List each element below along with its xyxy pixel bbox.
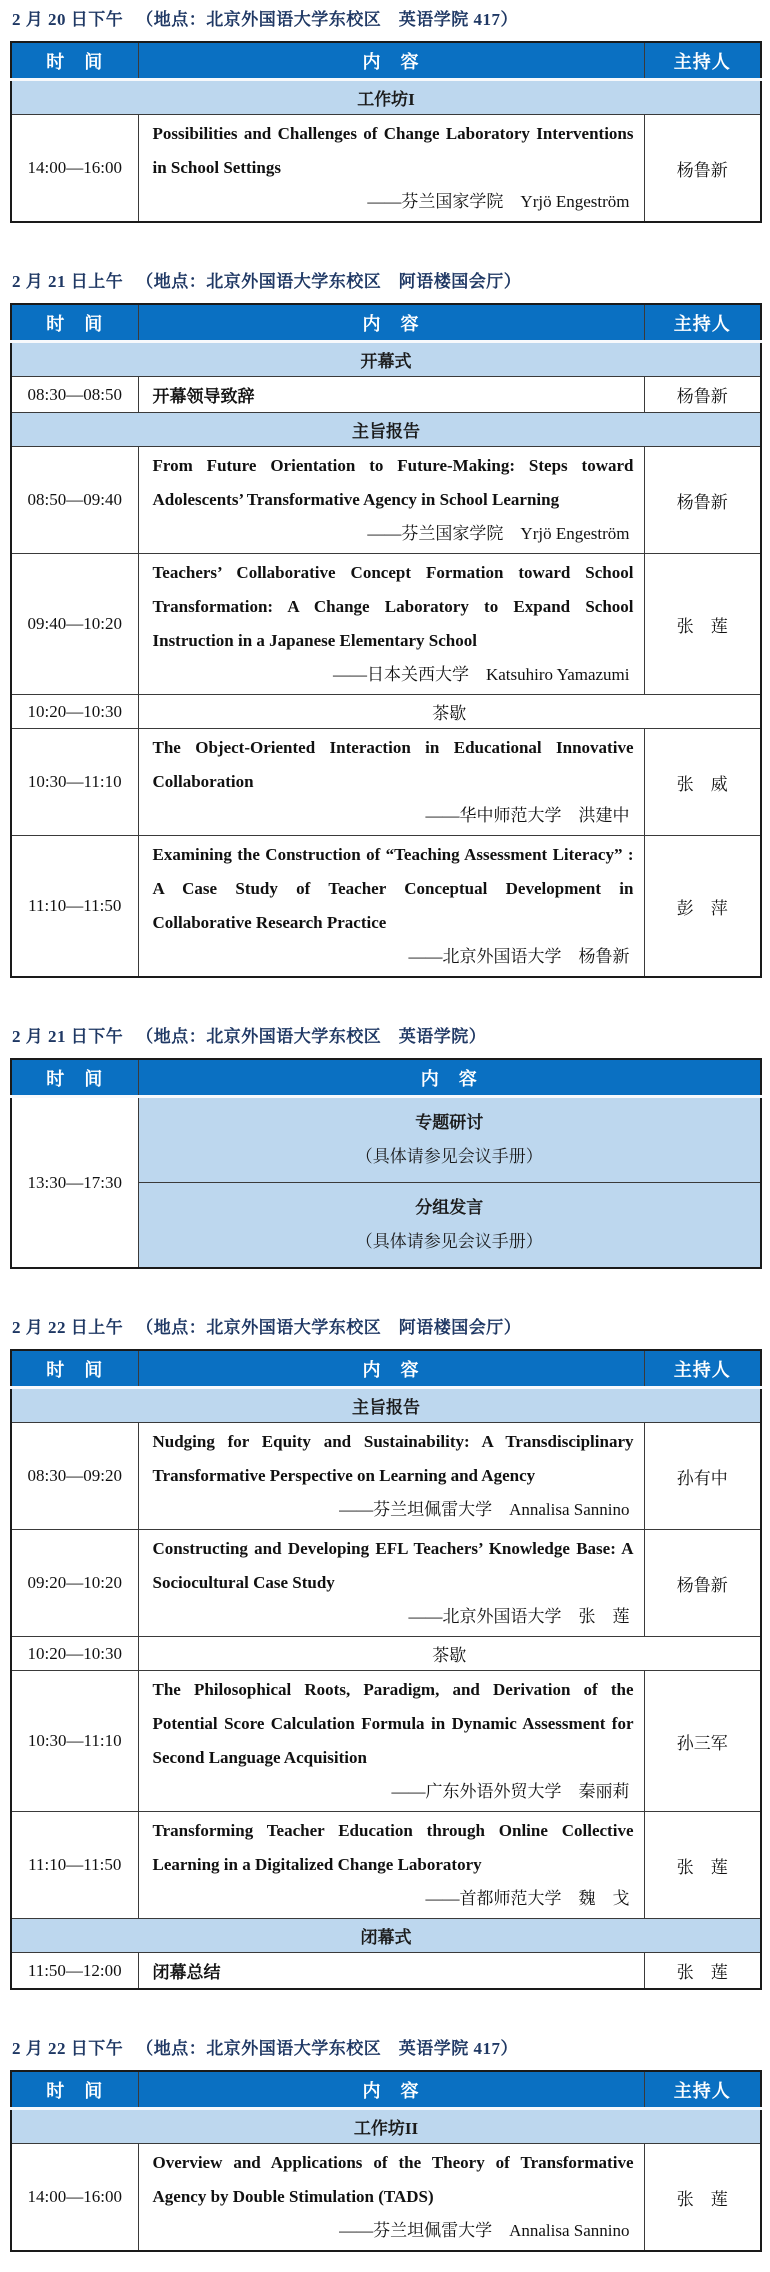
content-cell	[138, 1097, 761, 1183]
column-header-time: 时 间	[11, 1059, 138, 1097]
time-cell: 11:50—12:00	[11, 1953, 138, 1990]
talk-attribution: ——日本关西大学 Katsuhiro Yamazumi	[332, 665, 630, 684]
session-title: 分组发言	[415, 1198, 484, 1217]
column-header-time: 时 间	[11, 42, 138, 80]
session-title: 专题研讨	[415, 1113, 484, 1132]
section-location: （地点：北京外国语大学东校区 阿语楼国会厅）	[136, 272, 522, 291]
session-note: （具体请参见会议手册）	[355, 1147, 543, 1166]
host-cell: 杨鲁新	[644, 447, 761, 554]
host-cell: 张 莲	[644, 1812, 761, 1919]
section-date: 2 月 21 日上午	[12, 272, 124, 291]
table-row	[11, 554, 761, 695]
table-header-row	[11, 304, 761, 342]
time-cell: 14:00—16:00	[11, 115, 138, 223]
section-location: （地点：北京外国语大学东校区 英语学院 417）	[136, 10, 518, 29]
table-row	[11, 1953, 761, 1990]
column-header-host: 主持人	[644, 304, 761, 342]
section-location: （地点：北京外国语大学东校区 英语学院）	[136, 1027, 487, 1046]
table-row	[11, 836, 761, 978]
column-header-host: 主持人	[644, 42, 761, 80]
section-location: （地点：北京外国语大学东校区 阿语楼国会厅）	[136, 1318, 522, 1337]
talk-title: The Object-Oriented Interaction in Educational Innovative Collaboration	[152, 738, 634, 791]
time-cell: 10:30—11:10	[11, 1671, 138, 1812]
column-header-host: 主持人	[644, 2071, 761, 2109]
table-row	[11, 80, 761, 115]
column-header-content: 内 容	[138, 1350, 644, 1388]
table-header-row	[11, 42, 761, 80]
content-cell	[138, 2144, 644, 2252]
section-heading	[12, 1022, 762, 1047]
schedule-table	[10, 2070, 762, 2252]
content-cell	[138, 729, 644, 836]
time-cell: 08:30—08:50	[11, 377, 138, 413]
break-label: 茶歇	[138, 1637, 761, 1671]
talk-attribution: ——芬兰坦佩雷大学 Annalisa Sannino	[339, 1500, 630, 1519]
column-header-content: 内 容	[138, 304, 644, 342]
column-header-content: 内 容	[138, 1059, 761, 1097]
table-row	[11, 377, 761, 413]
talk-attribution: ——首都师范大学 魏 戈	[425, 1889, 630, 1908]
table-header-row	[11, 1059, 761, 1097]
time-cell: 10:20—10:30	[11, 695, 138, 729]
section-heading	[12, 2034, 762, 2059]
section-heading	[12, 1313, 762, 1338]
section-heading	[12, 267, 762, 292]
talk-title: Overview and Applications of the Theory of Transformative Agency by Double Stimulation (TADS)	[152, 2153, 634, 2206]
talk-title: Nudging for Equity and Sustainability: A Transdisciplinary Transformative Perspective on Learning and Agency	[152, 1432, 634, 1485]
column-header-host: 主持人	[644, 1350, 761, 1388]
table-row	[11, 695, 761, 729]
table-row	[11, 1530, 761, 1637]
section-feb22-am	[10, 1313, 762, 1990]
host-cell: 孙有中	[644, 1423, 761, 1530]
column-header-time: 时 间	[11, 2071, 138, 2109]
table-row	[11, 1637, 761, 1671]
table-row	[11, 115, 761, 223]
column-header-content: 内 容	[138, 2071, 644, 2109]
section-feb21-am	[10, 267, 762, 978]
session-note: （具体请参见会议手册）	[355, 1232, 543, 1251]
table-row	[11, 1388, 761, 1423]
host-cell: 孙三军	[644, 1671, 761, 1812]
talk-title: Teachers’ Collaborative Concept Formation toward School Transformation: A Change Laboratory to Expand School Instruction in a Japanese Elementary School	[152, 563, 634, 650]
content-cell	[138, 554, 644, 695]
band-label: 工作坊II	[11, 2109, 761, 2144]
time-cell: 13:30—17:30	[11, 1097, 138, 1269]
section-date: 2 月 22 日下午	[12, 2039, 124, 2058]
talk-attribution: ——芬兰国家学院 Yrjö Engeström	[367, 524, 630, 543]
table-row	[11, 1671, 761, 1812]
content-cell	[138, 1183, 761, 1269]
talk-title: From Future Orientation to Future-Making: Steps toward Adolescents’ Transformative Agency in School Learning	[152, 456, 634, 509]
section-location: （地点：北京外国语大学东校区 英语学院 417）	[136, 2039, 518, 2058]
host-cell: 张 莲	[644, 2144, 761, 2252]
table-row	[11, 1919, 761, 1953]
time-cell: 14:00—16:00	[11, 2144, 138, 2252]
talk-title: Possibilities and Challenges of Change Laboratory Interventions in School Settings	[152, 124, 634, 177]
talk-title: Constructing and Developing EFL Teachers’ Knowledge Base: A Sociocultural Case Study	[152, 1539, 634, 1592]
time-cell: 11:10—11:50	[11, 1812, 138, 1919]
schedule-table	[10, 1058, 762, 1269]
section-feb21-pm	[10, 1022, 762, 1269]
schedule-table	[10, 41, 762, 223]
host-cell: 彭 萍	[644, 836, 761, 978]
table-header-row	[11, 1350, 761, 1388]
content-cell	[138, 1671, 644, 1812]
time-cell: 09:20—10:20	[11, 1530, 138, 1637]
schedule-table	[10, 1349, 762, 1990]
talk-attribution: ——广东外语外贸大学 秦丽莉	[391, 1782, 630, 1801]
event-label: 开幕领导致辞	[138, 377, 644, 413]
band-label: 开幕式	[11, 342, 761, 377]
table-row	[11, 1812, 761, 1919]
column-header-time: 时 间	[11, 304, 138, 342]
host-cell: 杨鲁新	[644, 115, 761, 223]
schedule-table	[10, 303, 762, 978]
column-header-content: 内 容	[138, 42, 644, 80]
section-date: 2 月 22 日上午	[12, 1318, 124, 1337]
content-cell	[138, 115, 644, 223]
talk-title: The Philosophical Roots, Paradigm, and Derivation of the Potential Score Calculation Formula in Dynamic Assessment for Second Language Acquisition	[152, 1680, 634, 1767]
content-cell	[138, 447, 644, 554]
table-row	[11, 1097, 761, 1183]
time-cell: 10:20—10:30	[11, 1637, 138, 1671]
band-label: 主旨报告	[11, 1388, 761, 1423]
content-cell	[138, 1530, 644, 1637]
section-feb22-pm	[10, 2034, 762, 2252]
time-cell: 08:30—09:20	[11, 1423, 138, 1530]
host-cell: 张 莲	[644, 1953, 761, 1990]
talk-attribution: ——北京外国语大学 杨鲁新	[408, 947, 630, 966]
event-label: 闭幕总结	[138, 1953, 644, 1990]
time-cell: 11:10—11:50	[11, 836, 138, 978]
section-date: 2 月 20 日下午	[12, 10, 124, 29]
break-label: 茶歇	[138, 695, 761, 729]
time-cell: 10:30—11:10	[11, 729, 138, 836]
table-row	[11, 2144, 761, 2252]
band-label: 闭幕式	[11, 1919, 761, 1953]
talk-title: Examining the Construction of “Teaching Assessment Literacy” : A Case Study of Teacher Conceptual Development in Collaborative Research Practice	[152, 845, 634, 932]
table-row	[11, 729, 761, 836]
band-label: 主旨报告	[11, 413, 761, 447]
talk-attribution: ——华中师范大学 洪建中	[425, 806, 630, 825]
band-label: 工作坊I	[11, 80, 761, 115]
table-row	[11, 447, 761, 554]
section-heading	[12, 5, 762, 30]
table-row	[11, 342, 761, 377]
talk-attribution: ——北京外国语大学 张 莲	[408, 1607, 630, 1626]
content-cell	[138, 836, 644, 978]
content-cell	[138, 1423, 644, 1530]
time-cell: 09:40—10:20	[11, 554, 138, 695]
content-cell	[138, 1812, 644, 1919]
talk-attribution: ——芬兰国家学院 Yrjö Engeström	[367, 192, 630, 211]
host-cell: 杨鲁新	[644, 1530, 761, 1637]
talk-attribution: ——芬兰坦佩雷大学 Annalisa Sannino	[339, 2221, 630, 2240]
time-cell: 08:50—09:40	[11, 447, 138, 554]
section-date: 2 月 21 日下午	[12, 1027, 124, 1046]
table-header-row	[11, 2071, 761, 2109]
host-cell: 杨鲁新	[644, 377, 761, 413]
host-cell: 张 莲	[644, 554, 761, 695]
talk-title: Transforming Teacher Education through Online Collective Learning in a Digitalized Change Laboratory	[152, 1821, 634, 1874]
host-cell: 张 威	[644, 729, 761, 836]
table-row	[11, 1423, 761, 1530]
column-header-time: 时 间	[11, 1350, 138, 1388]
table-row	[11, 413, 761, 447]
section-feb20-pm	[10, 5, 762, 223]
